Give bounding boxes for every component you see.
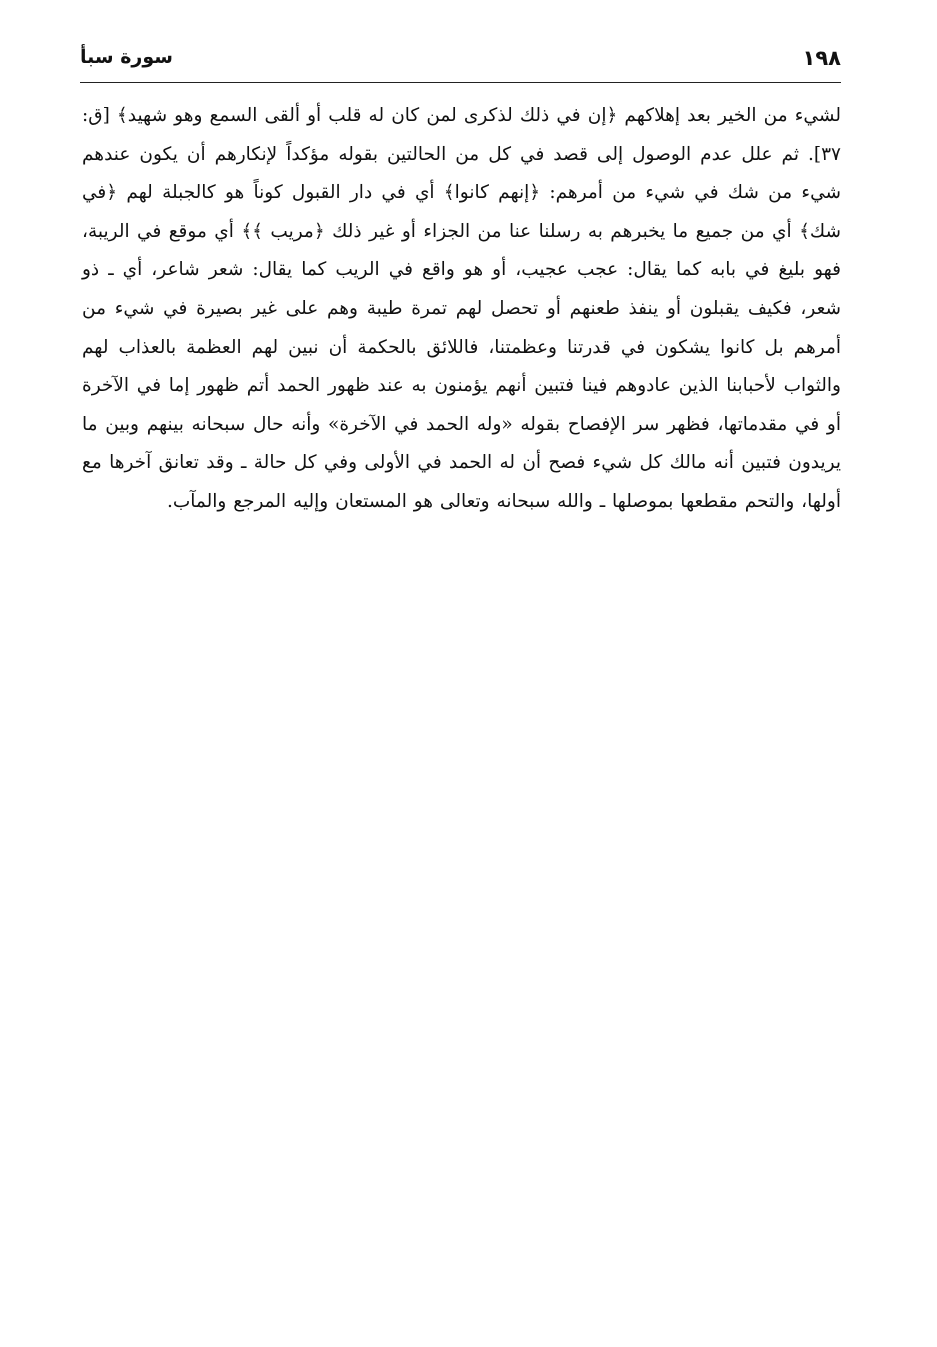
running-title: سورة سبأ xyxy=(80,46,173,68)
body-text xyxy=(82,97,841,522)
page-header xyxy=(80,38,841,83)
body-paragraph: لشيء من الخير بعد إهلاكهم ﴿إن في ذلك لذكرى لمن كان له قلب أو ألقى السمع وهو شهيد﴾ [ق: ٣٧]. ثم علل عدم الوصول إلى قصد في كل من الحالتين بقوله مؤكداً لإنكارهم أن يكون عندهم شيء من شك في شيء من أمرهم: ﴿إنهم كانوا﴾ أي في دار القبول كوناً هو كالجبلة لهم ﴿في شك﴾ أي من جميع ما يخبرهم به رسلنا عنا من الجزاء أو غير ذلك ﴿مريب ﴾﴾ أي موقع في الريبة، فهو بليغ في بابه كما يقال: عجب عجيب، أو هو واقع في الريب كما يقال: شعر شاعر، أي ـ ذو شعر، فكيف يقبلون أو ينفذ طعنهم أو تحصل لهم تمرة طيبة وهم على غير بصيرة في شيء من أمرهم بل كانوا يشكون في قدرتنا وعظمتنا، فاللائق بالحكمة أن نبين لهم العظمة بالعذاب لهم والثواب لأحبابنا الذين عادوهم فينا فتبين أنهم يؤمنون به عند ظهور الحمد أتم ظهور إما في الآخرة أو في مقدماتها، فظهر سر الإفصاح بقوله «وله الحمد في الآخرة» وأنه حال سبحانه بينهم وبين ما يريدون فتبين أنه مالك كل شيء فصح أن له الحمد في الأولى وفي كل حالة ـ وقد تعانق آخرها مع أولها، والتحم مقطعها بموصلها ـ والله سبحانه وتعالى هو المستعان وإليه المرجع والمآب. xyxy=(82,105,842,512)
page-number: ١٩٨ xyxy=(802,46,841,70)
